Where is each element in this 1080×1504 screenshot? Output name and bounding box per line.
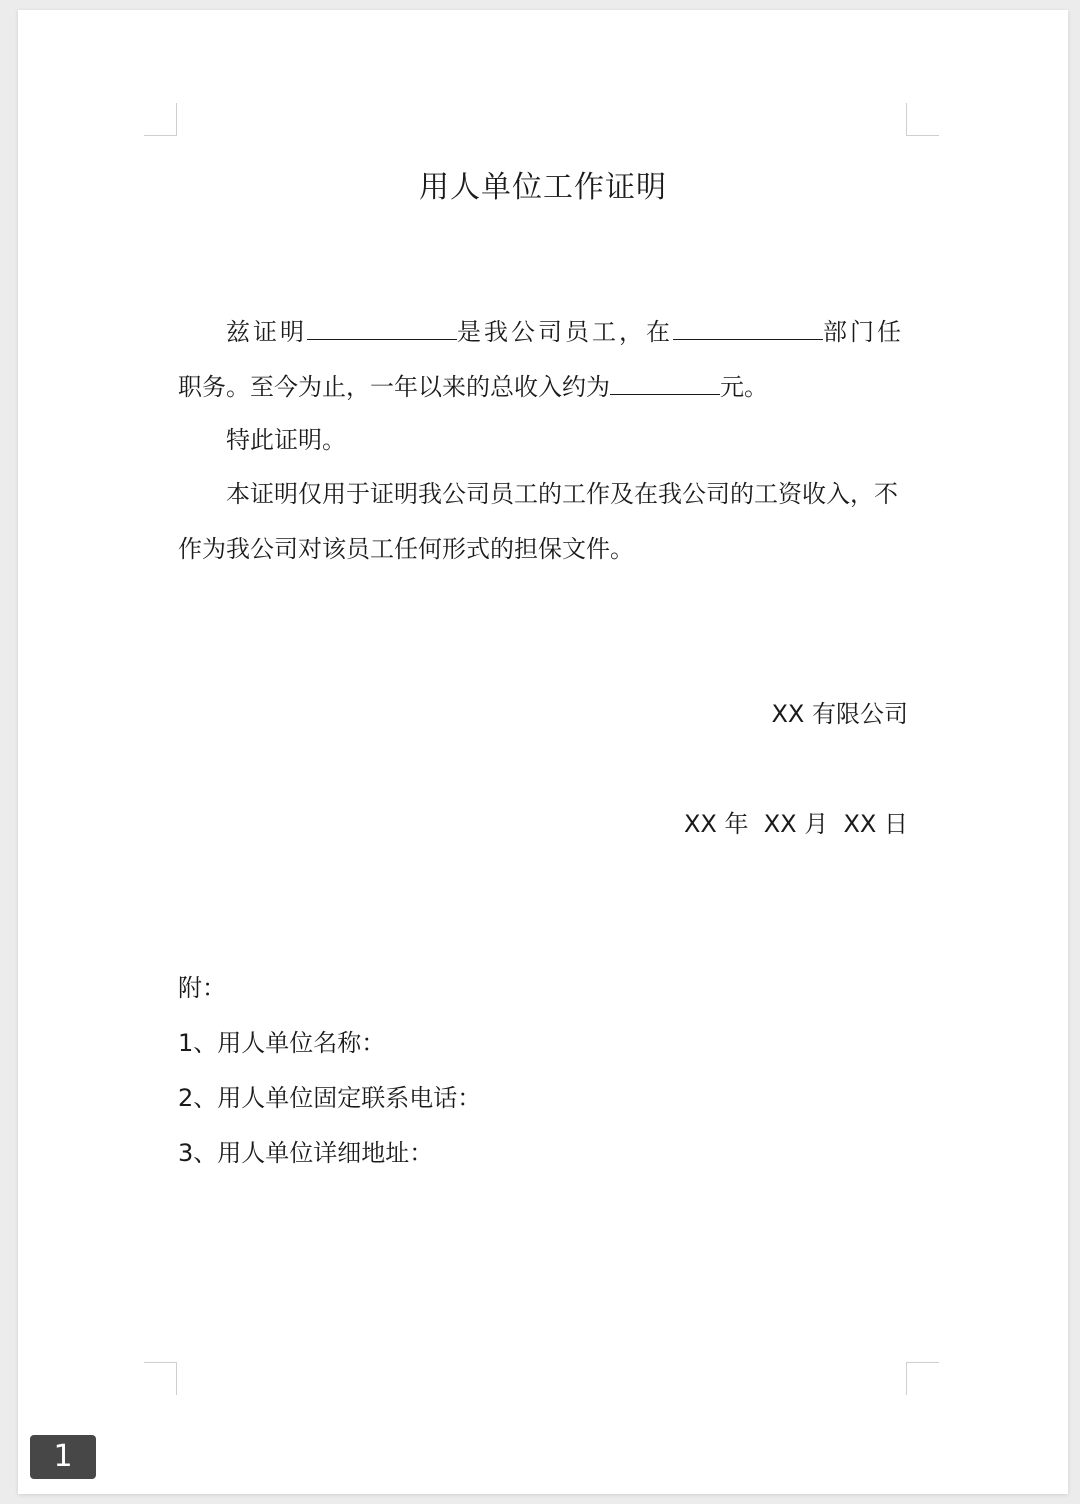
document-title: 用人单位工作证明: [419, 170, 667, 205]
income-suffix: 元。: [720, 373, 768, 401]
company-signature: XX 有限公司: [771, 700, 908, 728]
appendix-item: 1、用人单位名称：: [178, 1029, 386, 1057]
paragraph-1-line-2: [178, 368, 768, 404]
income-prefix: 职务。至今为止，一年以来的总收入约为: [178, 373, 610, 401]
margin-corner-top-left: [144, 103, 177, 136]
certify-mid-2: 部门任: [823, 318, 904, 346]
department-blank[interactable]: [673, 313, 823, 340]
margin-corner-bottom-left: [144, 1362, 177, 1395]
margin-corner-top-right: [906, 103, 939, 136]
paragraph-2: 特此证明。: [226, 426, 346, 454]
page-number-indicator[interactable]: 1: [30, 1435, 96, 1479]
paragraph-3-line-2: 作为我公司对该员工任何形式的担保文件。: [178, 535, 634, 563]
paragraph-3-line-1: 本证明仅用于证明我公司员工的工作及在我公司的工资收入，不: [226, 480, 898, 508]
signature-date: XX 年 XX 月 XX 日: [683, 810, 908, 838]
margin-corner-bottom-right: [906, 1362, 939, 1395]
appendix-item: 2、用人单位固定联系电话：: [178, 1084, 482, 1112]
paragraph-1-line-1: [226, 313, 904, 349]
appendix-heading: 附：: [178, 974, 226, 1002]
certify-mid-1: 是我公司员工，在: [457, 318, 673, 346]
appendix-item: 3、用人单位详细地址：: [178, 1139, 434, 1167]
document-page: [18, 10, 1068, 1494]
employee-name-blank[interactable]: [307, 313, 457, 340]
income-blank[interactable]: [610, 368, 720, 395]
certify-prefix: 兹证明: [226, 318, 307, 346]
